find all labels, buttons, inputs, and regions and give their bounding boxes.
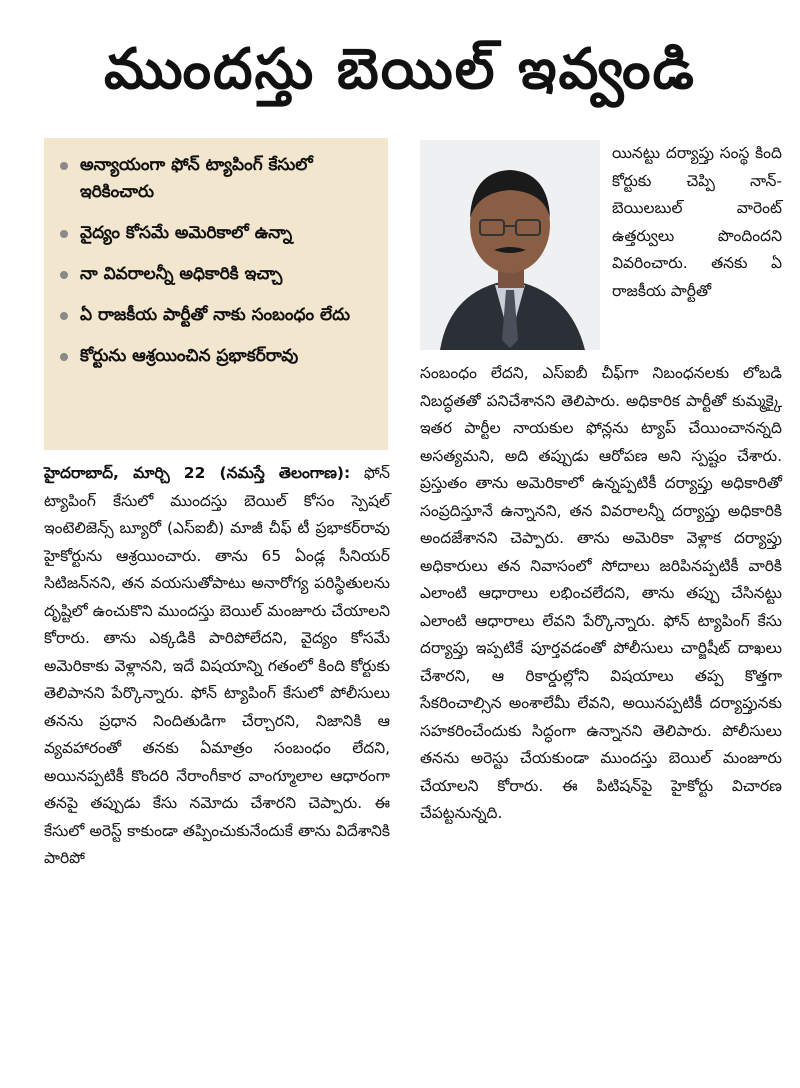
bullet-icon [60, 312, 68, 320]
article-column-right: సంబంధం లేదని, ఎస్ఐబీ చీఫ్‌గా నిబంధనలకు లోబడి నిబద్ధతతో పనిచేశానని తెలిపారు. అధికారిక పార్టీతో కుమ్మక్కై ఇతర పార్టీల నాయకుల ఫోన్లను ట్యాప్ చేయించానన్నది అసత్యమని, అది తప్పుడు ఆరోపణ అని స్పష్టం చేశారు. ప్రస్తుతం తాను అమెరికాలో ఉన్నప్పటికీ దర్యాప్తు అధికారితో సంప్రదిస్తూనే ఉన్నానని, తన వివరాలన్నీ దర్యాప్తు అధికారికి అందజేశానని చెప్పారు. తాను అమెరికా వెళ్లాక దర్యాప్తు అధికారులు తన నివాసంలో సోదాలు జరిపినప్పటికీ వారికి ఎలాంటి ఆధారాలు లభించలేదని, తాను తప్పు చేసినట్టు ఎలాంటి ఆధారాలు లేవని పేర్కొన్నారు. ఫోన్ ట్యాపింగ్ కేసు దర్యాప్తు ఇప్పటికే పూర్తవడంతో పోలీసులు చార్జిషీట్ దాఖలు చేశారని, ఆ రికార్డుల్లోని విషయాలు తప్ప కొత్తగా సేకరించాల్సిన అంశాలేమీ లేవని, అయినప్పటికీ దర్యాప్తునకు సహకరించేందుకు సిద్ధంగా ఉన్నానని తెలిపారు. పోలీసులు తనను అరెస్టు చేయకుండా ముందస్తు బెయిల్ మంజూరు చేయాలని కోరారు. ఈ పిటిషన్‌పై హైకోర్టు విచారణ చేపట్టనున్నది. [420, 364, 782, 822]
article-text-left: ఫోన్ ట్యాపింగ్ కేసులో ముందస్తు బెయిల్ కోసం స్పెషల్ ఇంటెలిజెన్స్ బ్యూరో (ఎస్ఐబీ) మాజీ చీఫ్ టీ ప్రభాకర్‌రావు హైకోర్టును ఆశ్రయించారు. తాను 65 ఏండ్ల సీనియర్ సిటిజన్‌నని, తన వయసుతోపాటు అనారోగ్య పరిస్థితులను దృష్టిలో ఉంచుకొని ముందస్తు బెయిల్ మంజూరు చేయాలని కోరారు. తాను ఎక్కడికి పారిపోలేదని, వైద్యం కోసమే అమెరికాకు వెళ్లానని, ఇదే విషయాన్ని గతంలో కింది కోర్టుకు తెలిపానని పేర్కొన్నారు. ఫోన్ ట్యాపింగ్ కేసులో పోలీసులు తనను ప్రధాన నిందితుడిగా చేర్చారని, నిజానికి ఆ వ్యవహారంతో తనకు ఏమాత్రం సంబంధం లేదని, అయినప్పటికీ కొందరి నేరాంగీకార వాంగ్మూలాల ఆధారంగా తనపై తప్పుడు కేసు నమోదు చేశారని చెప్పారు. ఈ కేసులో అరెస్ట్ కాకుండా తప్పించుకునేందుకే తాను విదేశానికి పారిపో [44, 464, 390, 867]
article-column-left [44, 460, 390, 873]
highlight-text: అన్యాయంగా ఫోన్ ట్యాపింగ్ కేసులో ఇరికించారు [80, 155, 313, 202]
article-column-right-top: యినట్టు దర్యాప్తు సంస్థ కింది కోర్టుకు చెప్పి నాన్-బెయిలబుల్ వారెంట్ ఉత్తర్వులు పొందిందని వివరించారు. తనకు ఏ రాజకీయ పార్టీతో [612, 144, 782, 300]
highlight-item [58, 302, 378, 329]
portrait-photo [420, 140, 600, 350]
highlight-item [58, 220, 378, 247]
article-byline: హైదరాబాద్, మార్చి 22 (నమస్తే తెలంగాణ): [44, 464, 351, 482]
highlight-text: నా వివరాలన్నీ అధికారికి ఇచ్చా [80, 264, 283, 284]
highlight-text: వైద్యం కోసమే అమెరికాలో ఉన్నా [80, 223, 293, 243]
bullet-icon [60, 162, 68, 170]
highlight-text: ఏ రాజకీయ పార్టీతో నాకు సంబంధం లేదు [80, 305, 350, 325]
bullet-icon [60, 271, 68, 279]
highlight-item [58, 261, 378, 288]
highlights-box [44, 138, 388, 450]
bullet-icon [60, 230, 68, 238]
headline: ముందస్తు బెయిల్ ఇవ్వండి [104, 37, 696, 102]
highlight-item [58, 343, 378, 370]
bullet-icon [60, 353, 68, 361]
highlight-item [58, 152, 378, 206]
highlight-text: కోర్టును ఆశ్రయించిన ప్రభాకర్‌రావు [80, 346, 299, 366]
